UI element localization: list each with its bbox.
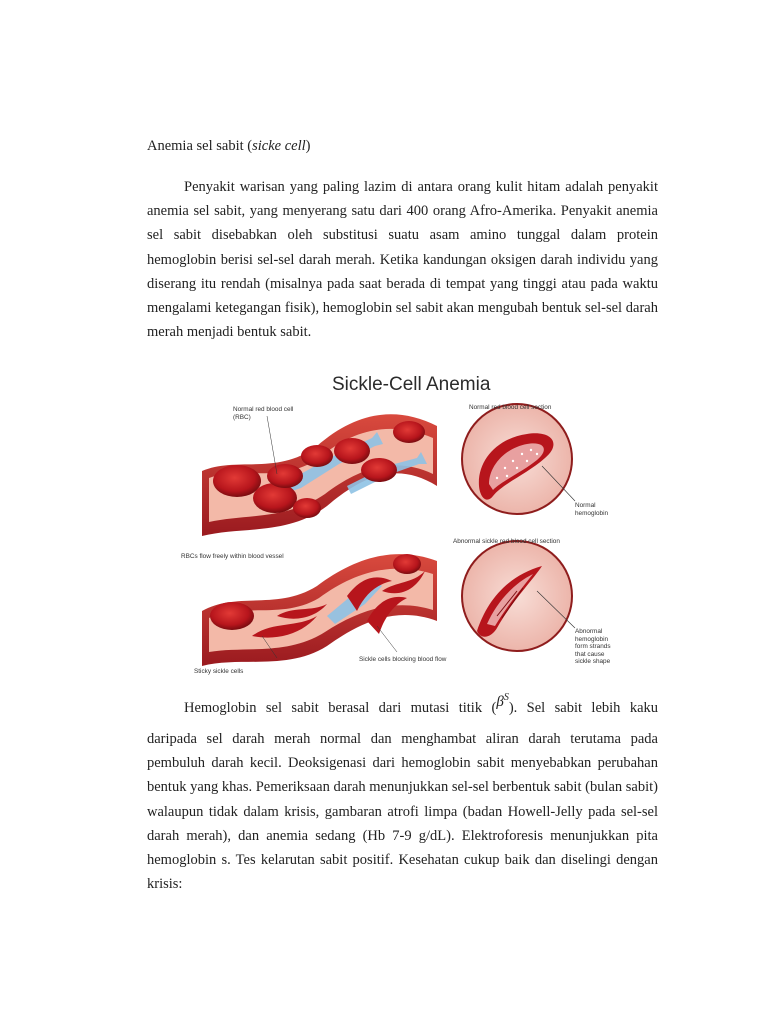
beta-symbol: β bbox=[496, 694, 504, 710]
paragraph-2: daripada sel darah merah normal dan menghambat aliran darah terutama pada pembuluh darah kecil. Deoksigenasi dari hemoglobin sabit menyebabkan perubahan bentuk yang khas. Pemeriksaan darah menunjukkan sel-sel berbentuk sabit (bulan sabit) walaupun tidak dalam krisis, gambaran atrofi limpa (badan Howell-Jelly pada sel-sel darah merah), dan anemia sedang (Hb 7-9 g/dL). Elektroforesis menunjukkan pita hemoglobin s. Tes kelarutan sabit positif. Kesehatan cukup baik dan diselingi dengan krisis: bbox=[147, 731, 658, 893]
paragraph-2-after-beta: ). Sel sabit lebih kaku bbox=[508, 700, 659, 716]
beta-s-symbol bbox=[496, 694, 508, 710]
normal-cell-section bbox=[462, 404, 575, 514]
bottom-vessel bbox=[202, 554, 437, 666]
label-abnormal-section: Abnormal sickle red blood cell section bbox=[453, 538, 560, 545]
title-italic: sicke cell bbox=[252, 138, 306, 154]
title-prefix: Anemia sel sabit ( bbox=[147, 138, 253, 154]
label-normal-rbc: Normal red blood cell (RBC) bbox=[233, 406, 294, 421]
title-suffix: ) bbox=[305, 138, 311, 154]
label-flow-freely: RBCs flow freely within blood vessel bbox=[181, 553, 284, 560]
label-sticky: Sticky sickle cells bbox=[194, 668, 244, 675]
label-normal-hemoglobin: Normal hemoglobin bbox=[575, 502, 609, 517]
label-normal-section: Normal red blood cell section bbox=[469, 404, 552, 411]
paragraph-2-start: Hemoglobin sel sabit berasal dari mutasi titik ( bbox=[184, 700, 497, 716]
abnormal-cell-section bbox=[462, 541, 575, 651]
paragraph-2-first-line bbox=[184, 693, 658, 719]
label-abnormal-hemoglobin: Abnormal hemoglobin form strands that cause sickle shape bbox=[575, 628, 611, 665]
figure-title: Sickle-Cell Anemia bbox=[332, 374, 491, 395]
beta-superscript: S bbox=[503, 692, 509, 703]
label-blocking: Sickle cells blocking blood flow bbox=[359, 656, 447, 663]
top-vessel bbox=[202, 414, 437, 536]
section-title bbox=[147, 137, 311, 155]
paragraph-1: Penyakit warisan yang paling lazim di antara orang kulit hitam adalah penyakit anemia sel sabit, yang menyerang satu dari 400 orang Afro-Amerika. Penyakit anemia sel sabit disebabkan oleh substitusi suatu asam amino tunggal dalam protein hemoglobin berisi sel-sel darah merah. Ketika kandungan oksigen darah individu yang diserang itu rendah (misalnya pada saat berada di tempat yang tinggi atau pada waktu mengalami ketegangan fisik), hemoglobin sel sabit akan mengubah bentuk sel-sel darah merah menjadi bentuk sabit. bbox=[147, 179, 658, 341]
sickle-cell-figure bbox=[181, 366, 627, 682]
